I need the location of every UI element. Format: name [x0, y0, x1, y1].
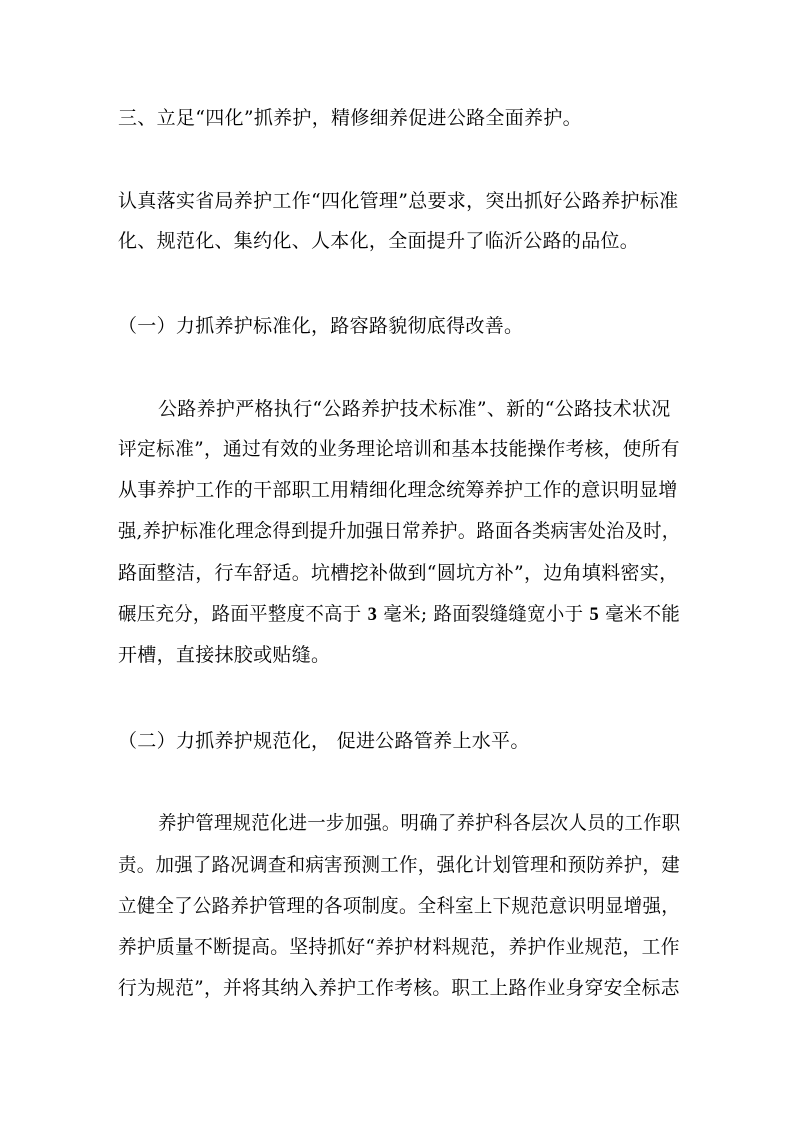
subsection-heading-1: （一）力抓养护标准化，路容路貌彻底得改善。: [118, 315, 524, 337]
paragraph-2-line-4: 养护质量不断提高。坚持抓好“养护材料规范，养护作业规范，工作: [118, 936, 680, 958]
paragraph-1-line-1: 公路养护严格执行“公路养护技术标准”、新的“公路技术状况: [158, 398, 671, 420]
paragraph-2-line-2: 责。加强了路况调查和病害预测工作，强化计划管理和预防养护，建: [118, 854, 680, 876]
paragraph-1-line-2: 评定标准”，通过有效的业务理论培训和基本技能操作考核，使所有: [118, 438, 680, 460]
crack-width-value: 5: [589, 604, 600, 625]
paragraph-1-line-6: [118, 602, 680, 627]
paragraph-2-line-3: 立健全了公路养护管理的各项制度。全科室上下规范意识明显增强，: [118, 895, 680, 917]
paragraph-2-line-1: 养护管理规范化进一步加强。明确了养护科各层次人员的工作职: [158, 812, 681, 834]
paragraph-1-line-7: 开槽，直接抹胶或贴缝。: [118, 644, 331, 666]
line-6-text-c: 毫米不能: [599, 603, 681, 625]
subsection-heading-2: （二）力抓养护规范化， 促进公路管养上水平。: [118, 730, 530, 752]
paragraph-1-line-5: 路面整洁，行车舒适。坑槽挖补做到“圆坑方补”，边角填料密实，: [118, 562, 679, 584]
section-heading: 三、立足“四化”抓养护，精修细养促进公路全面养护。: [118, 107, 582, 129]
paragraph-1-line-4: 强,养护标准化理念得到提升加强日常养护。路面各类病害处治及时，: [118, 520, 681, 542]
flatness-value: 3: [367, 604, 378, 625]
paragraph-2-line-5: 行为规范”，并将其纳入养护工作考核。职工上路作业身穿安全标志: [118, 977, 680, 999]
line-6-text-a: 碾压充分，路面平整度不高于: [118, 603, 368, 625]
paragraph-1-line-3: 从事养护工作的干部职工用精细化理念统筹养护工作的意识明显增: [118, 479, 678, 501]
line-6-text-b: 毫米; 路面裂缝缝宽小于: [377, 603, 590, 625]
intro-line-1: 认真落实省局养护工作“四化管理”总要求，突出抓好公路养护标准: [118, 190, 679, 212]
intro-line-2: 化、规范化、集约化、人本化，全面提升了临沂公路的品位。: [118, 230, 640, 252]
